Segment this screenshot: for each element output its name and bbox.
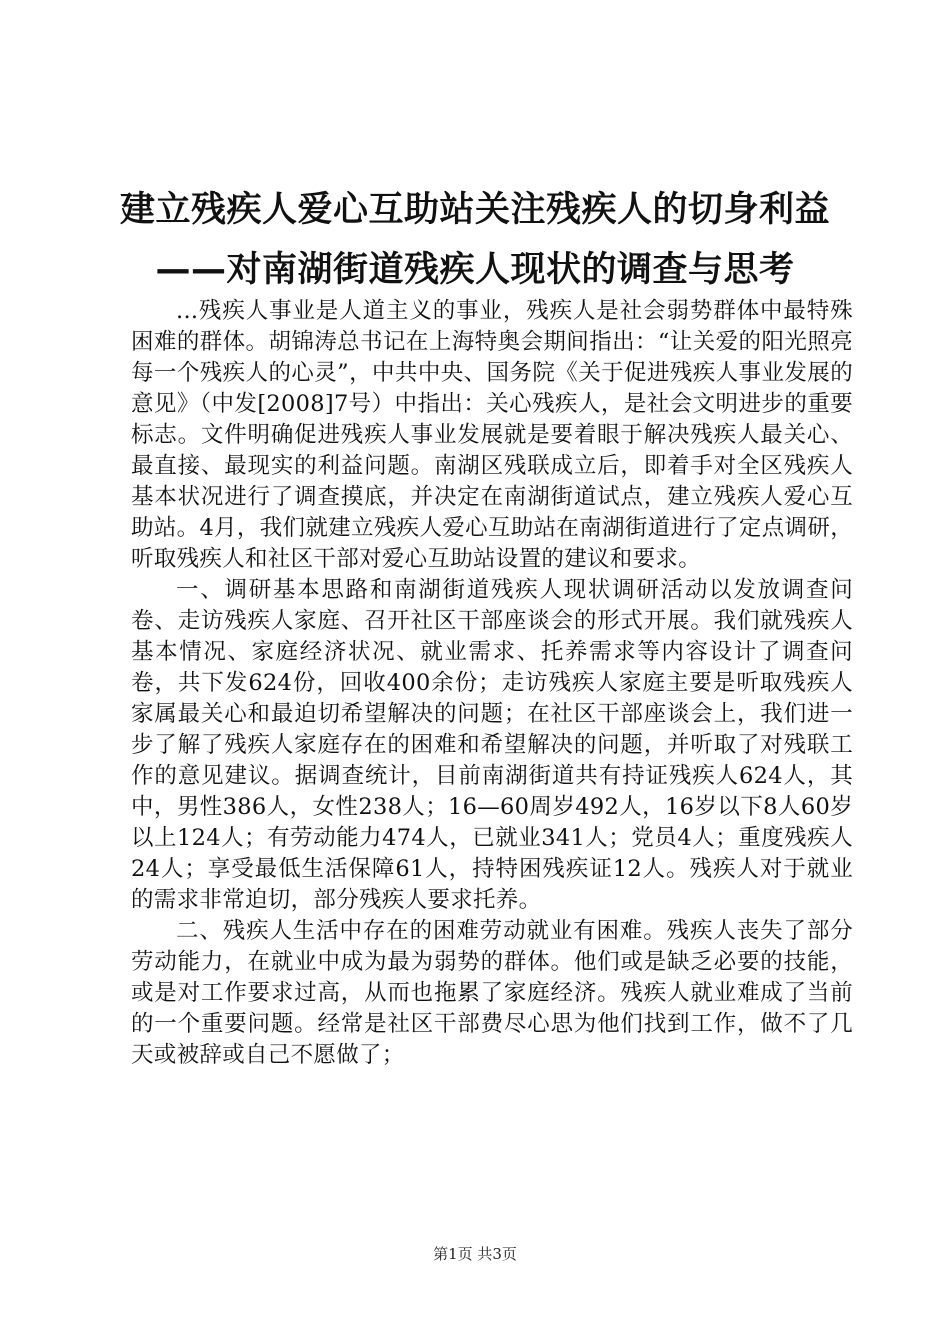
paragraph-section-2: 二、残疾人生活中存在的困难劳动就业有困难。残疾人丧失了部分劳动能力，在就业中成为最为弱势的群体。他们或是缺乏必要的技能，或是对工作要求过高，从而也拖累了家庭经济。残疾人就业难成了当前的一个重要问题。经常是社区干部费尽心思为他们找到工作，做不了几天或被辞或自己不愿做了； bbox=[131, 918, 853, 1068]
document-title: 建立残疾人爱心互助站关注残疾人的切身利益 bbox=[119, 190, 830, 230]
page-footer: 第1页 共3页 bbox=[433, 1245, 517, 1263]
document-body bbox=[131, 296, 853, 1071]
paragraph-section-1: 一、调研基本思路和南湖街道残疾人现状调研活动以发放调查问卷、走访残疾人家庭、召开社区干部座谈会的形式开展。我们就残疾人基本情况、家庭经济状况、就业需求、托养需求等内容设计了调查问卷，共下发624份，回收400余份；走访残疾人家庭主要是听取残疾人家属最关心和最迫切希望解决的问题；在社区干部座谈会上，我们进一步了解了残疾人家庭存在的困难和希望解决的问题，并听取了对残联工作的意见建议。据调查统计，目前南湖街道共有持证残疾人624人，其中，男性386人，女性238人；16—60周岁492人，16岁以下8人60岁以上124人；有劳动能力474人，已就业341人；党员4人；重度残疾人24人；享受最低生活保障61人，持特困残疾证12人。残疾人对于就业的需求非常迫切，部分残疾人要求托养。 bbox=[131, 577, 853, 913]
document-subtitle: ——对南湖街道残疾人现状的调查与思考 bbox=[155, 250, 795, 290]
paragraph-intro: ...残疾人事业是人道主义的事业，残疾人是社会弱势群体中最特殊困难的群体。胡锦涛总书记在上海特奥会期间指出：“让关爱的阳光照亮每一个残疾人的心灵”，中共中央、国务院《关于促进残疾人事业发展的意见》（中发[2008]7号）中指出：关心残疾人，是社会文明进步的重要标志。文件明确促进残疾人事业发展就是要着眼于解决残疾人最关心、最直接、最现实的利益问题。南湖区残联成立后，即着手对全区残疾人基本状况进行了调查摸底，并决定在南湖街道试点，建立残疾人爱心互助站。4月，我们就建立残疾人爱心互助站在南湖街道进行了定点调研，听取残疾人和社区干部对爱心互助站设置的建议和要求。 bbox=[131, 298, 853, 572]
